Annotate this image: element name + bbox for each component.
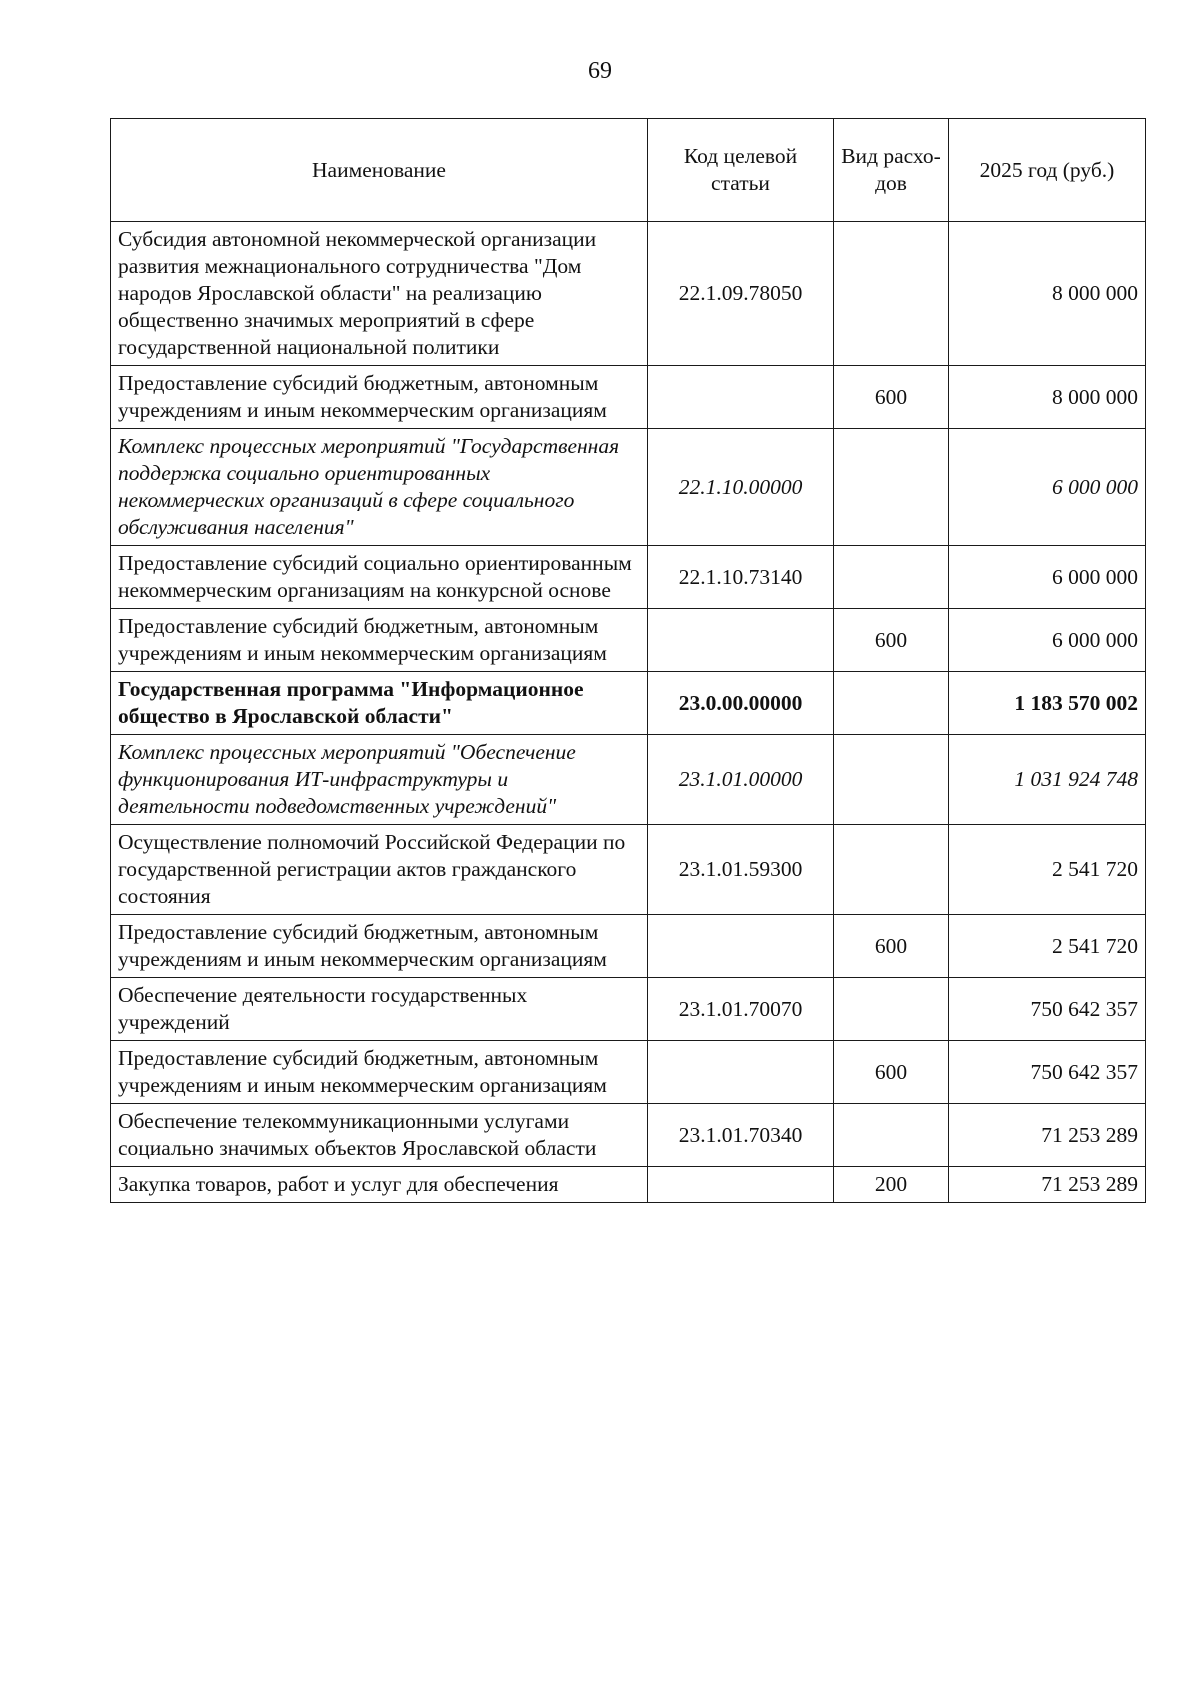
row-kind xyxy=(834,735,949,825)
table-row xyxy=(111,609,1146,672)
row-code xyxy=(648,609,834,672)
row-name: Предоставление субсидий социально ориентированным некоммерческим организациям на конкурсной основе xyxy=(111,546,648,609)
row-code xyxy=(648,1041,834,1104)
row-kind xyxy=(834,429,949,546)
row-amount: 750 642 357 xyxy=(949,978,1146,1041)
row-name: Предоставление субсидий бюджетным, автономным учреждениям и иным некоммерческим организациям xyxy=(111,366,648,429)
row-code: 23.1.01.70070 xyxy=(648,978,834,1041)
table-row xyxy=(111,546,1146,609)
row-amount: 6 000 000 xyxy=(949,546,1146,609)
row-name: Государственная программа "Информационное общество в Ярославской области" xyxy=(111,672,648,735)
row-amount: 750 642 357 xyxy=(949,1041,1146,1104)
row-name: Субсидия автономной некоммерческой организации развития межнационального сотрудничества "Дом народов Ярославской области" на реализацию общественно значимых мероприятий в сфере государственной национальной политики xyxy=(111,222,648,366)
row-kind: 200 xyxy=(834,1167,949,1203)
row-kind xyxy=(834,978,949,1041)
table-row xyxy=(111,825,1146,915)
table-row xyxy=(111,672,1146,735)
row-name: Осуществление полномочий Российской Федерации по государственной регистрации актов гражданского состояния xyxy=(111,825,648,915)
row-code xyxy=(648,366,834,429)
budget-table xyxy=(110,118,1146,1203)
row-kind xyxy=(834,672,949,735)
table-row xyxy=(111,735,1146,825)
row-amount: 8 000 000 xyxy=(949,222,1146,366)
row-name: Обеспечение телекоммуникационными услугами социально значимых объектов Ярославской области xyxy=(111,1104,648,1167)
row-name: Обеспечение деятельности государственных учреждений xyxy=(111,978,648,1041)
row-amount: 2 541 720 xyxy=(949,825,1146,915)
row-amount: 8 000 000 xyxy=(949,366,1146,429)
row-code: 22.1.10.73140 xyxy=(648,546,834,609)
row-name: Комплекс процессных мероприятий "Обеспечение функционирования ИТ-инфраструктуры и деятельности подведомственных учреждений" xyxy=(111,735,648,825)
table-row xyxy=(111,366,1146,429)
row-code xyxy=(648,915,834,978)
row-kind: 600 xyxy=(834,1041,949,1104)
header-year: 2025 год (руб.) xyxy=(949,119,1146,222)
header-name: Наименование xyxy=(111,119,648,222)
table-row xyxy=(111,222,1146,366)
table-header-row xyxy=(111,119,1146,222)
row-kind xyxy=(834,546,949,609)
row-kind: 600 xyxy=(834,366,949,429)
row-name: Предоставление субсидий бюджетным, автономным учреждениям и иным некоммерческим организациям xyxy=(111,915,648,978)
table-row xyxy=(111,915,1146,978)
row-code: 23.0.00.00000 xyxy=(648,672,834,735)
row-code: 23.1.01.00000 xyxy=(648,735,834,825)
row-kind: 600 xyxy=(834,915,949,978)
row-amount: 1 031 924 748 xyxy=(949,735,1146,825)
row-code: 22.1.09.78050 xyxy=(648,222,834,366)
row-name: Предоставление субсидий бюджетным, автономным учреждениям и иным некоммерческим организациям xyxy=(111,609,648,672)
table-row xyxy=(111,429,1146,546)
row-kind xyxy=(834,1104,949,1167)
page-number: 69 xyxy=(588,58,612,84)
row-amount: 71 253 289 xyxy=(949,1167,1146,1203)
table-row xyxy=(111,1167,1146,1203)
row-code xyxy=(648,1167,834,1203)
row-amount: 1 183 570 002 xyxy=(949,672,1146,735)
row-amount: 6 000 000 xyxy=(949,429,1146,546)
table-row xyxy=(111,1104,1146,1167)
row-kind xyxy=(834,222,949,366)
table-row xyxy=(111,978,1146,1041)
row-kind xyxy=(834,825,949,915)
row-code: 22.1.10.00000 xyxy=(648,429,834,546)
row-name: Закупка товаров, работ и услуг для обеспечения xyxy=(111,1167,648,1203)
table-row xyxy=(111,1041,1146,1104)
row-name: Комплекс процессных мероприятий "Государственная поддержка социально ориентированных некоммерческих организаций в сфере социального обслуживания населения" xyxy=(111,429,648,546)
row-kind: 600 xyxy=(834,609,949,672)
row-amount: 2 541 720 xyxy=(949,915,1146,978)
row-code: 23.1.01.70340 xyxy=(648,1104,834,1167)
header-code: Код целевой статьи xyxy=(648,119,834,222)
row-amount: 71 253 289 xyxy=(949,1104,1146,1167)
row-code: 23.1.01.59300 xyxy=(648,825,834,915)
header-kind: Вид расхо-дов xyxy=(834,119,949,222)
row-name: Предоставление субсидий бюджетным, автономным учреждениям и иным некоммерческим организациям xyxy=(111,1041,648,1104)
row-amount: 6 000 000 xyxy=(949,609,1146,672)
